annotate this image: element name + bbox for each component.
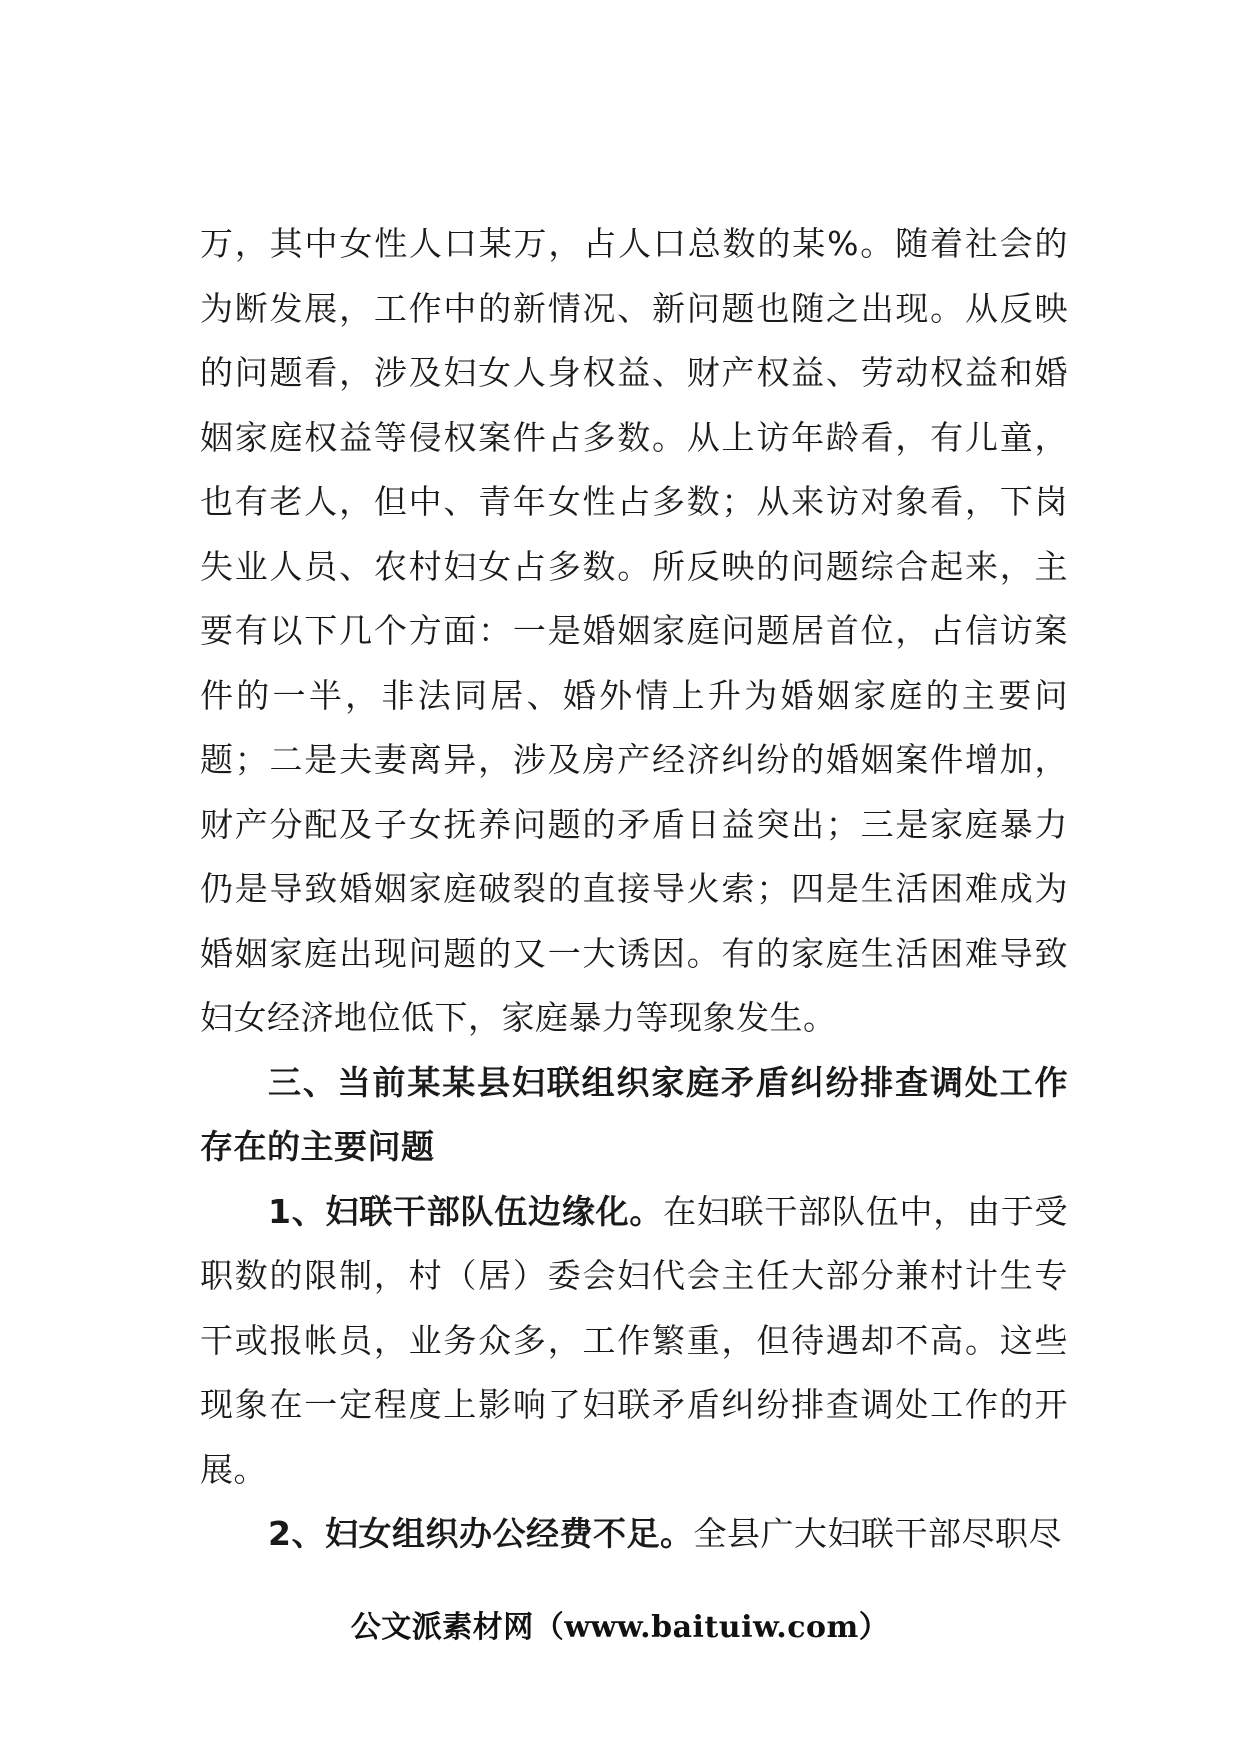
paragraph-continuation: 万，其中女性人口某万，占人口总数的某%。随着社会的为断发展，工作中的新情况、新问题也随之出现。从反映的问题看，涉及妇女人身权益、财产权益、劳动权益和婚姻家庭权益等侵权案件占多数。从上访年龄看，有儿童，也有老人，但中、青年女性占多数；从来访对象看，下岗失业人员、农村妇女占多数。所反映的问题综合起来，主要有以下几个方面：一是婚姻家庭问题居首位，占信访案件的一半，非法同居、婚外情上升为婚姻家庭的主要问题；二是夫妻离异，涉及房产经济纠纷的婚姻案件增加，财产分配及子女抚养问题的矛盾日益突出；三是家庭暴力仍是导致婚姻家庭破裂的直接导火索；四是生活困难成为婚姻家庭出现问题的又一大诱因。有的家庭生活困难导致妇女经济地位低下，家庭暴力等现象发生。 bbox=[200, 224, 1068, 1037]
list-item-1-title: 1、妇联干部队伍边缘化。 bbox=[268, 1191, 664, 1231]
section-heading: 三、当前某某县妇联组织家庭矛盾纠纷排查调处工作存在的主要问题 bbox=[200, 1062, 1068, 1166]
list-item-1-body: 在妇联干部队伍中，由于受职数的限制，村（居）委会妇代会主任大部分兼村计生专干或报帐员，业务众多，工作繁重，但待遇却不高。这些现象在一定程度上影响了妇联矛盾纠纷排查调处工作的开展。 bbox=[200, 1191, 1068, 1489]
list-item-1 bbox=[200, 1180, 1068, 1503]
list-item-2-title: 2、妇女组织办公经费不足。 bbox=[268, 1514, 694, 1553]
list-item-2-body: 全县广大妇联干部尽职尽 bbox=[693, 1514, 1062, 1553]
list-item-2 bbox=[200, 1502, 1068, 1567]
footer-watermark: 公文派素材网（www.baituiw.com） bbox=[350, 1610, 890, 1645]
document-body bbox=[200, 212, 1068, 1567]
